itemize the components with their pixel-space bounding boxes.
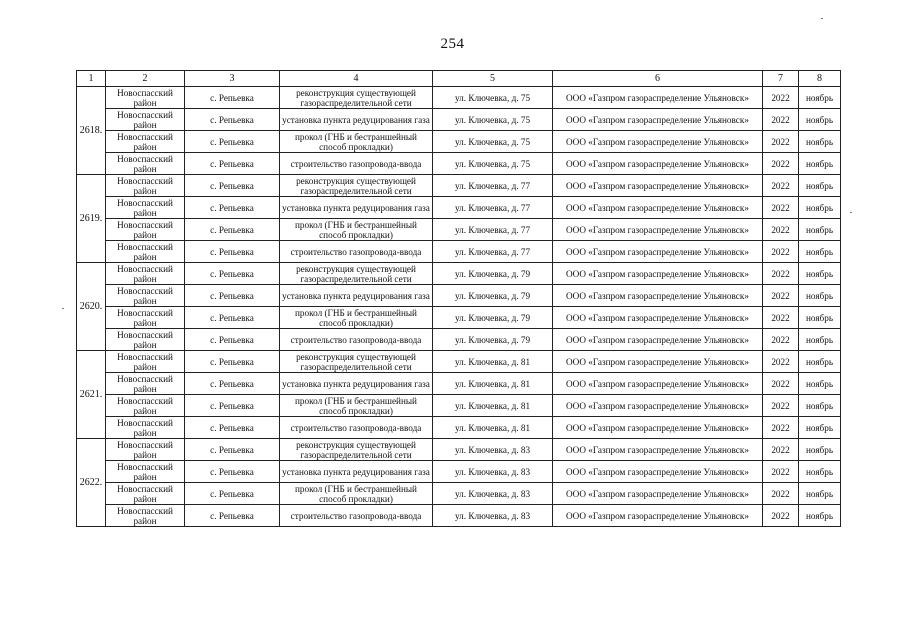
address-cell: ул. Ключевка, д. 79 [433, 263, 553, 285]
settlement-cell: с. Репьевка [185, 307, 280, 329]
table-body [77, 87, 841, 527]
table-row [77, 307, 841, 329]
table-row [77, 329, 841, 351]
year-cell: 2022 [763, 197, 799, 219]
settlement-cell: с. Репьевка [185, 351, 280, 373]
district-cell: Новоспасский район [106, 439, 185, 461]
work-type-cell: реконструкция существующей газораспределительной сети [280, 175, 433, 197]
organization-cell: ООО «Газпром газораспределение Ульяновск» [553, 109, 763, 131]
address-cell: ул. Ключевка, д. 81 [433, 417, 553, 439]
table-row [77, 241, 841, 263]
year-cell: 2022 [763, 219, 799, 241]
year-cell: 2022 [763, 241, 799, 263]
table-row [77, 175, 841, 197]
work-type-cell: прокол (ГНБ и бестраншейный способ прокладки) [280, 219, 433, 241]
month-cell: ноябрь [799, 505, 841, 527]
item-number-cell: 2618. [77, 87, 106, 175]
organization-cell: ООО «Газпром газораспределение Ульяновск» [553, 131, 763, 153]
column-header: 8 [799, 71, 841, 87]
column-header: 5 [433, 71, 553, 87]
district-cell: Новоспасский район [106, 307, 185, 329]
year-cell: 2022 [763, 329, 799, 351]
work-type-cell: прокол (ГНБ и бестраншейный способ прокладки) [280, 307, 433, 329]
address-cell: ул. Ключевка, д. 81 [433, 395, 553, 417]
month-cell: ноябрь [799, 263, 841, 285]
settlement-cell: с. Репьевка [185, 109, 280, 131]
header-row [77, 71, 841, 87]
work-type-cell: установка пункта редуцирования газа [280, 109, 433, 131]
settlement-cell: с. Репьевка [185, 395, 280, 417]
table-row [77, 285, 841, 307]
district-cell: Новоспасский район [106, 505, 185, 527]
year-cell: 2022 [763, 373, 799, 395]
table-row [77, 439, 841, 461]
address-cell: ул. Ключевка, д. 77 [433, 175, 553, 197]
work-type-cell: прокол (ГНБ и бестраншейный способ прокладки) [280, 131, 433, 153]
table-row [77, 263, 841, 285]
year-cell: 2022 [763, 417, 799, 439]
organization-cell: ООО «Газпром газораспределение Ульяновск» [553, 329, 763, 351]
work-type-cell: реконструкция существующей газораспределительной сети [280, 87, 433, 109]
district-cell: Новоспасский район [106, 351, 185, 373]
address-cell: ул. Ключевка, д. 77 [433, 197, 553, 219]
settlement-cell: с. Репьевка [185, 131, 280, 153]
district-cell: Новоспасский район [106, 373, 185, 395]
district-cell: Новоспасский район [106, 219, 185, 241]
address-cell: ул. Ключевка, д. 75 [433, 153, 553, 175]
work-type-cell: установка пункта редуцирования газа [280, 373, 433, 395]
year-cell: 2022 [763, 109, 799, 131]
month-cell: ноябрь [799, 241, 841, 263]
table-row [77, 197, 841, 219]
settlement-cell: с. Репьевка [185, 483, 280, 505]
settlement-cell: с. Репьевка [185, 285, 280, 307]
address-cell: ул. Ключевка, д. 75 [433, 87, 553, 109]
settlement-cell: с. Репьевка [185, 439, 280, 461]
item-number-cell: 2622. [77, 439, 106, 527]
year-cell: 2022 [763, 175, 799, 197]
month-cell: ноябрь [799, 131, 841, 153]
scan-speck [821, 18, 823, 19]
settlement-cell: с. Репьевка [185, 219, 280, 241]
settlement-cell: с. Репьевка [185, 263, 280, 285]
address-cell: ул. Ключевка, д. 83 [433, 505, 553, 527]
year-cell: 2022 [763, 153, 799, 175]
table-row [77, 109, 841, 131]
organization-cell: ООО «Газпром газораспределение Ульяновск» [553, 263, 763, 285]
year-cell: 2022 [763, 439, 799, 461]
column-header: 6 [553, 71, 763, 87]
settlement-cell: с. Репьевка [185, 87, 280, 109]
year-cell: 2022 [763, 351, 799, 373]
year-cell: 2022 [763, 307, 799, 329]
work-type-cell: строительство газопровода-ввода [280, 241, 433, 263]
work-type-cell: строительство газопровода-ввода [280, 505, 433, 527]
district-cell: Новоспасский район [106, 87, 185, 109]
month-cell: ноябрь [799, 417, 841, 439]
table-row [77, 417, 841, 439]
column-header: 7 [763, 71, 799, 87]
year-cell: 2022 [763, 483, 799, 505]
year-cell: 2022 [763, 263, 799, 285]
district-cell: Новоспасский район [106, 263, 185, 285]
scan-speck [850, 212, 852, 213]
table-row [77, 461, 841, 483]
work-type-cell: строительство газопровода-ввода [280, 329, 433, 351]
month-cell: ноябрь [799, 285, 841, 307]
address-cell: ул. Ключевка, д. 81 [433, 351, 553, 373]
address-cell: ул. Ключевка, д. 79 [433, 285, 553, 307]
month-cell: ноябрь [799, 461, 841, 483]
item-number-cell: 2621. [77, 351, 106, 439]
organization-cell: ООО «Газпром газораспределение Ульяновск» [553, 307, 763, 329]
organization-cell: ООО «Газпром газораспределение Ульяновск» [553, 285, 763, 307]
organization-cell: ООО «Газпром газораспределение Ульяновск» [553, 417, 763, 439]
table-row [77, 505, 841, 527]
address-cell: ул. Ключевка, д. 79 [433, 307, 553, 329]
item-number-cell: 2619. [77, 175, 106, 263]
work-type-cell: установка пункта редуцирования газа [280, 285, 433, 307]
work-type-cell: реконструкция существующей газораспределительной сети [280, 351, 433, 373]
month-cell: ноябрь [799, 439, 841, 461]
column-header: 1 [77, 71, 106, 87]
month-cell: ноябрь [799, 395, 841, 417]
settlement-cell: с. Репьевка [185, 373, 280, 395]
organization-cell: ООО «Газпром газораспределение Ульяновск» [553, 395, 763, 417]
work-type-cell: прокол (ГНБ и бестраншейный способ прокладки) [280, 483, 433, 505]
settlement-cell: с. Репьевка [185, 417, 280, 439]
address-cell: ул. Ключевка, д. 81 [433, 373, 553, 395]
address-cell: ул. Ключевка, д. 77 [433, 219, 553, 241]
organization-cell: ООО «Газпром газораспределение Ульяновск» [553, 153, 763, 175]
settlement-cell: с. Репьевка [185, 175, 280, 197]
organization-cell: ООО «Газпром газораспределение Ульяновск» [553, 351, 763, 373]
district-cell: Новоспасский район [106, 285, 185, 307]
address-cell: ул. Ключевка, д. 83 [433, 439, 553, 461]
works-table [76, 70, 841, 527]
work-type-cell: прокол (ГНБ и бестраншейный способ прокладки) [280, 395, 433, 417]
table-row [77, 351, 841, 373]
table-row [77, 373, 841, 395]
district-cell: Новоспасский район [106, 395, 185, 417]
month-cell: ноябрь [799, 87, 841, 109]
table-row [77, 483, 841, 505]
year-cell: 2022 [763, 505, 799, 527]
work-type-cell: строительство газопровода-ввода [280, 417, 433, 439]
district-cell: Новоспасский район [106, 131, 185, 153]
month-cell: ноябрь [799, 153, 841, 175]
settlement-cell: с. Репьевка [185, 197, 280, 219]
settlement-cell: с. Репьевка [185, 241, 280, 263]
address-cell: ул. Ключевка, д. 77 [433, 241, 553, 263]
district-cell: Новоспасский район [106, 153, 185, 175]
organization-cell: ООО «Газпром газораспределение Ульяновск» [553, 87, 763, 109]
month-cell: ноябрь [799, 351, 841, 373]
district-cell: Новоспасский район [106, 175, 185, 197]
settlement-cell: с. Репьевка [185, 505, 280, 527]
work-type-cell: установка пункта редуцирования газа [280, 197, 433, 219]
address-cell: ул. Ключевка, д. 83 [433, 483, 553, 505]
organization-cell: ООО «Газпром газораспределение Ульяновск» [553, 483, 763, 505]
month-cell: ноябрь [799, 219, 841, 241]
address-cell: ул. Ключевка, д. 79 [433, 329, 553, 351]
organization-cell: ООО «Газпром газораспределение Ульяновск» [553, 219, 763, 241]
organization-cell: ООО «Газпром газораспределение Ульяновск» [553, 197, 763, 219]
settlement-cell: с. Репьевка [185, 329, 280, 351]
month-cell: ноябрь [799, 329, 841, 351]
district-cell: Новоспасский район [106, 197, 185, 219]
column-header: 2 [106, 71, 185, 87]
district-cell: Новоспасский район [106, 483, 185, 505]
column-header: 4 [280, 71, 433, 87]
year-cell: 2022 [763, 285, 799, 307]
year-cell: 2022 [763, 395, 799, 417]
table-row [77, 219, 841, 241]
address-cell: ул. Ключевка, д. 83 [433, 461, 553, 483]
table-row [77, 395, 841, 417]
month-cell: ноябрь [799, 197, 841, 219]
work-type-cell: реконструкция существующей газораспределительной сети [280, 439, 433, 461]
district-cell: Новоспасский район [106, 241, 185, 263]
address-cell: ул. Ключевка, д. 75 [433, 109, 553, 131]
page-number: 254 [440, 36, 465, 52]
organization-cell: ООО «Газпром газораспределение Ульяновск» [553, 505, 763, 527]
address-cell: ул. Ключевка, д. 75 [433, 131, 553, 153]
work-type-cell: строительство газопровода-ввода [280, 153, 433, 175]
organization-cell: ООО «Газпром газораспределение Ульяновск» [553, 175, 763, 197]
work-type-cell: установка пункта редуцирования газа [280, 461, 433, 483]
organization-cell: ООО «Газпром газораспределение Ульяновск» [553, 461, 763, 483]
organization-cell: ООО «Газпром газораспределение Ульяновск» [553, 439, 763, 461]
month-cell: ноябрь [799, 307, 841, 329]
year-cell: 2022 [763, 87, 799, 109]
month-cell: ноябрь [799, 175, 841, 197]
month-cell: ноябрь [799, 109, 841, 131]
organization-cell: ООО «Газпром газораспределение Ульяновск» [553, 241, 763, 263]
work-type-cell: реконструкция существующей газораспределительной сети [280, 263, 433, 285]
year-cell: 2022 [763, 461, 799, 483]
scan-speck [62, 308, 64, 309]
column-header: 3 [185, 71, 280, 87]
organization-cell: ООО «Газпром газораспределение Ульяновск» [553, 373, 763, 395]
table-row [77, 87, 841, 109]
month-cell: ноябрь [799, 483, 841, 505]
settlement-cell: с. Репьевка [185, 461, 280, 483]
table-row [77, 153, 841, 175]
district-cell: Новоспасский район [106, 417, 185, 439]
district-cell: Новоспасский район [106, 461, 185, 483]
settlement-cell: с. Репьевка [185, 153, 280, 175]
district-cell: Новоспасский район [106, 329, 185, 351]
item-number-cell: 2620. [77, 263, 106, 351]
month-cell: ноябрь [799, 373, 841, 395]
district-cell: Новоспасский район [106, 109, 185, 131]
table-row [77, 131, 841, 153]
year-cell: 2022 [763, 131, 799, 153]
